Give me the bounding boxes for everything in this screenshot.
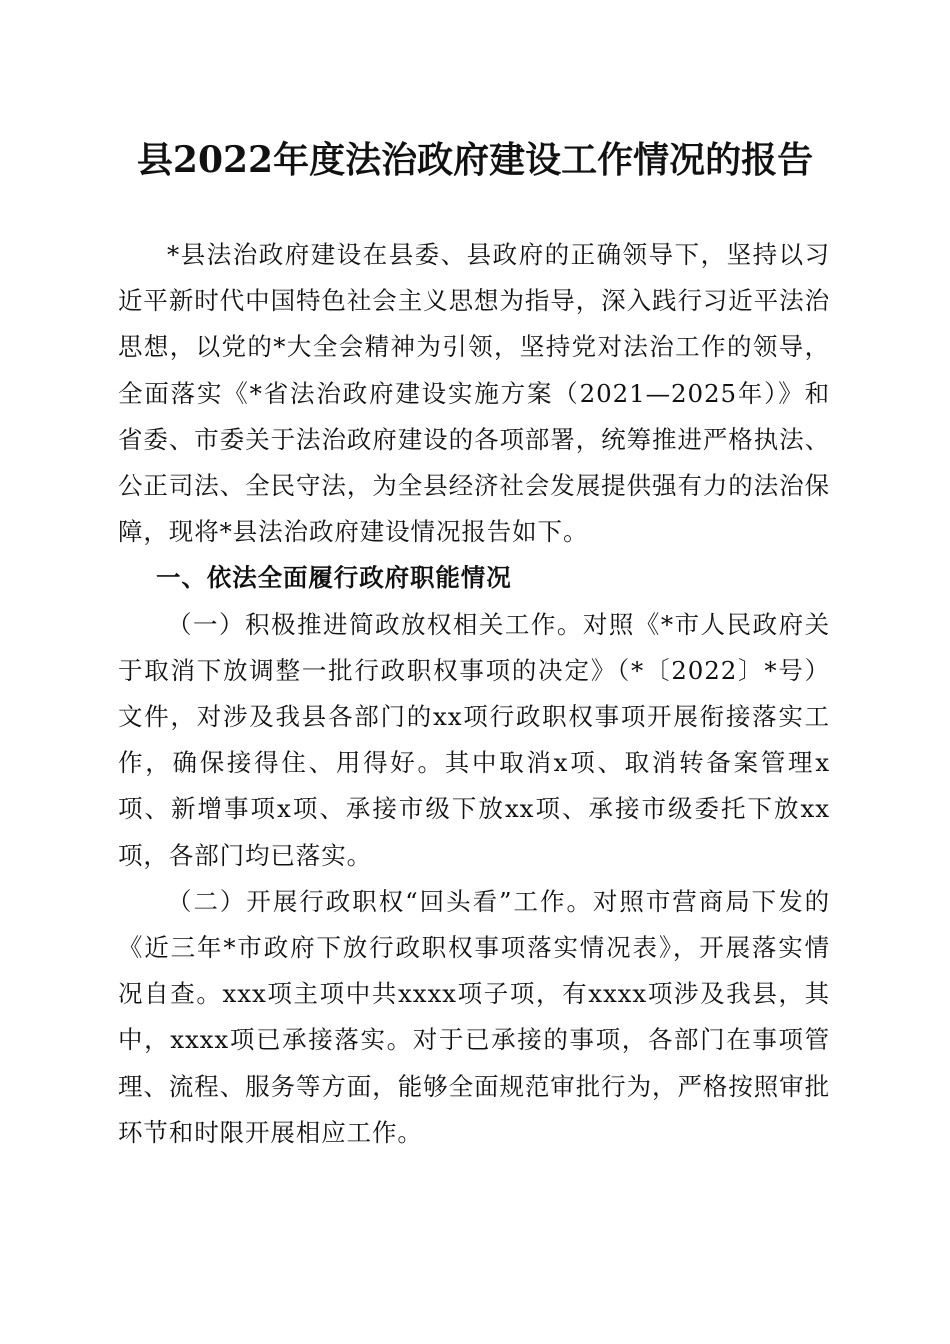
paragraph-1: （一）积极推进简政放权相关工作。对照《*市人民政府关于取消下放调整一批行政职权事项的决定》（*〔2022〕*号）文件，对涉及我县各部门的xx项行政职权事项开展衔接落实工作，确保接得住、用得好。其中取消x项、取消转备案管理x项、新增事项x项、承接市级下放xx项、承接市级委托下放xx项，各部门均已落实。 xyxy=(118,609,830,870)
document-body xyxy=(118,232,830,1156)
document-title: 县2022年度法治政府建设工作情况的报告 xyxy=(136,139,814,181)
intro-paragraph: *县法治政府建设在县委、县政府的正确领导下，坚持以习近平新时代中国特色社会主义思想为指导，深入践行习近平法治思想，以党的*大全会精神为引领，坚持党对法治工作的领导，全面落实《*省法治政府建设实施方案（2021—2025年）》和省委、市委关于法治政府建设的各项部署，统筹推进严格执法、公正司法、全民守法，为全县经济社会发展提供强有力的法治保障，现将*县法治政府建设情况报告如下。 xyxy=(118,240,830,547)
paragraph-2: （二）开展行政职权“回头看”工作。对照市营商局下发的《近三年*市政府下放行政职权事项落实情况表》，开展落实情况自查。xxx项主项中共xxxx项子项，有xxxx项涉及我县，其中，xxxx项已承接落实。对于已承接的事项，各部门在事项管理、流程、服务等方面，能够全面规范审批行为，严格按照审批环节和时限开展相应工作。 xyxy=(118,886,830,1147)
section-heading: 一、依法全面履行政府职能情况 xyxy=(156,563,512,593)
